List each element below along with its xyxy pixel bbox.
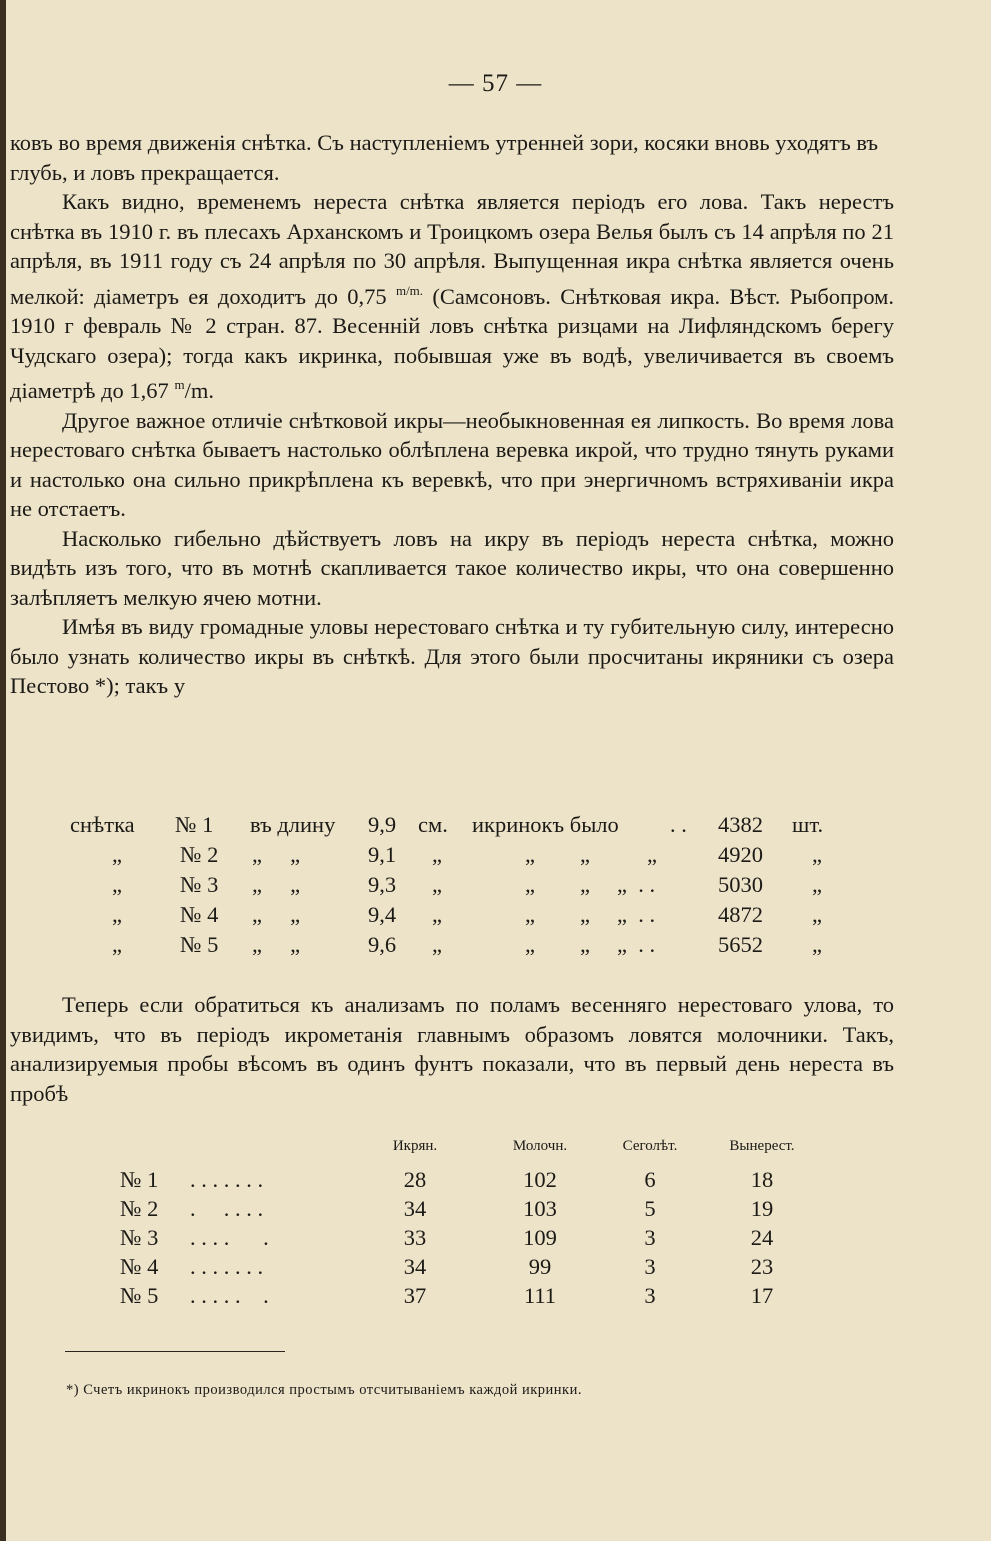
cell-name: № 1 [120,1167,159,1192]
cell-word: „ [112,932,122,957]
cell-count: 5652 [718,932,763,957]
paragraph-2 [10,187,894,406]
cell-vynerest: 19 [750,1196,774,1221]
cell-word: „ [112,902,122,927]
header-ikryan: Икрян. [392,1138,438,1154]
header-segolet: Сеголѣт. [622,1138,678,1154]
cell-word: снѣтка [70,812,135,837]
paragraph-6: Теперь если обратиться къ анализамъ по поламъ весенняго нерестоваго улова, то увидимъ, что въ періодъ икрометанія главнымъ образомъ ловятся молочники. Такъ, анализируемыя пробы вѣсомъ въ одинъ фунтъ показали, что въ первый день нереста въ пробѣ [10,992,894,1106]
cell-ikryan: 33 [403,1225,427,1250]
cell-vynerest: 24 [750,1225,774,1250]
cell-name: № 5 [120,1283,159,1308]
cell-molochn: 111 [523,1283,557,1308]
cell-unit: „ [432,872,442,897]
table-row [0,932,991,962]
cell-len: „ „ [252,842,301,867]
cell-eggs: „ „ [525,842,590,867]
cell-num: № 4 [180,902,219,927]
second-text [10,990,894,1108]
cell-segolet: 5 [644,1196,656,1221]
cell-vynerest: 17 [750,1283,774,1308]
cell-segolet: 3 [644,1254,656,1279]
cell-num: № 5 [180,932,219,957]
cell-molochn: 103 [523,1196,557,1221]
cell-len: „ „ [252,902,301,927]
cell-size: 9,1 [368,842,397,867]
header-vynerest: Вынерест. [729,1138,795,1154]
cell-suffix: „ [812,932,822,957]
cell-dots: . . . . . . [190,1283,269,1308]
cell-name: № 2 [120,1196,159,1221]
cell-name: № 3 [120,1225,159,1250]
unit-mm: m/m. [395,282,424,298]
cell-unit: „ [432,902,442,927]
cell-eggs: „ „ [525,902,590,927]
cell-suffix: шт. [792,812,824,837]
table-row [0,1196,991,1225]
cell-suffix: „ [812,902,822,927]
cell-unit: „ [432,842,442,867]
cell-len: „ „ [252,872,301,897]
cell-dots: . . [670,812,687,837]
cell-vynerest: 18 [750,1167,774,1192]
table-row [0,1283,991,1312]
table-row [0,1254,991,1283]
unit-m: m [174,377,185,392]
cell-count: 4382 [718,812,763,837]
table-row [0,842,991,872]
table-row [0,902,991,932]
cell-dots: „ [647,842,657,867]
paragraph-1: ковъ во время движенія снѣтка. Съ наступленіемъ утренней зори, косяки вновь уходятъ въ глубь, и ловъ прекращается. [10,130,879,185]
cell-len: въ длину [250,812,336,837]
cell-vynerest: 23 [750,1254,774,1279]
paragraph-5: Имѣя въ виду громадные уловы нерестоваго снѣтка и ту губительную силу, интересно было узнать количество икры въ снѣткѣ. Для этого были просчитаны икряники съ озера Пестово *); такъ у [10,614,894,698]
unit-m-den: /m. [184,378,214,403]
egg-count-table [0,812,991,962]
table-row [0,1167,991,1196]
cell-num: № 1 [175,812,214,837]
cell-word: „ [112,872,122,897]
table-row [0,1225,991,1254]
cell-size: 9,6 [368,932,397,957]
cell-dots: „ . . [617,902,656,927]
cell-size: 9,4 [368,902,397,927]
cell-segolet: 3 [644,1283,656,1308]
cell-num: № 3 [180,872,219,897]
footnote-rule [65,1351,285,1352]
cell-suffix: „ [812,842,822,867]
cell-unit: см. [418,812,448,837]
table-header [0,1138,991,1167]
main-text [10,128,894,701]
cell-ikryan: 37 [403,1283,427,1308]
cell-len: „ „ [252,932,301,957]
cell-ikryan: 28 [403,1167,427,1192]
cell-molochn: 102 [523,1167,557,1192]
cell-molochn: 99 [528,1254,552,1279]
paragraph-2-text: Какъ видно, временемъ нереста снѣтка является періодъ его лова. Такъ нерестъ снѣтка въ 1910 г. въ плесахъ Арханскомъ и Троицкомъ озера Велья былъ съ 14 апрѣля по 21 апрѣля, въ 1911 году съ 24 апрѣля по 30 апрѣля. Выпущенная икра снѣтка является очень мелкой: діаметръ ея доходитъ до 0,75 [10,189,894,309]
cell-ikryan: 34 [403,1196,427,1221]
cell-eggs: икринокъ было [472,812,619,837]
cell-count: 4920 [718,842,763,867]
cell-count: 4872 [718,902,763,927]
cell-ikryan: 34 [403,1254,427,1279]
cell-eggs: „ „ [525,932,590,957]
paragraph-2-cont: (Самсоновъ. Снѣтковая икра. Вѣст. Рыбопром. 1910 г февраль № 2 стран. 87. Весенній ловъ снѣтка ризцами на Лифляндскомъ берегу Чудскаго озера); тогда какъ икринка, побывшая уже въ водѣ, увеличивается въ своемъ діаметрѣ до 1,67 [10,283,895,403]
cell-dots: . . . . . [190,1225,269,1250]
cell-count: 5030 [718,872,763,897]
cell-dots: . . . . . . . [190,1167,264,1192]
cell-dots: „ . . [617,932,656,957]
cell-unit: „ [432,932,442,957]
cell-size: 9,3 [368,872,397,897]
cell-dots: „ . . [617,872,656,897]
cell-size: 9,9 [368,812,397,837]
page-number: — 57 — [448,70,543,97]
table-row [0,872,991,902]
footnote: *) Счетъ икринокъ производился простымъ отсчитываніемъ каждой икринки. [66,1382,582,1398]
cell-dots: . . . . . [190,1196,264,1221]
table-row [0,812,991,842]
paragraph-4: Насколько гибельно дѣйствуетъ ловъ на икру въ періодъ нереста снѣтка, можно видѣть изъ того, что въ мотнѣ скапливается такое количество икры, что она совершенно залѣпляетъ мелкую ячею мотни. [10,525,894,610]
cell-segolet: 6 [644,1167,656,1192]
cell-eggs: „ „ [525,872,590,897]
cell-segolet: 3 [644,1225,656,1250]
cell-num: № 2 [180,842,219,867]
cell-word: „ [112,842,122,867]
header-molochn: Молочн. [512,1138,568,1154]
sex-analysis-table [0,1138,991,1312]
paragraph-3: Другое важное отличіе снѣтковой икры—необыкновенная ея липкость. Во время лова нерестоваго снѣтка бываетъ настолько облѣплена веревка икрой, что трудно тянуть руками и настолько она сильно прикрѣплена къ веревкѣ, что при энергичномъ встряхиваніи икра не отстаетъ. [10,407,894,521]
cell-suffix: „ [812,872,822,897]
cell-name: № 4 [120,1254,159,1279]
cell-dots: . . . . . . . [190,1254,264,1279]
cell-molochn: 109 [523,1225,557,1250]
